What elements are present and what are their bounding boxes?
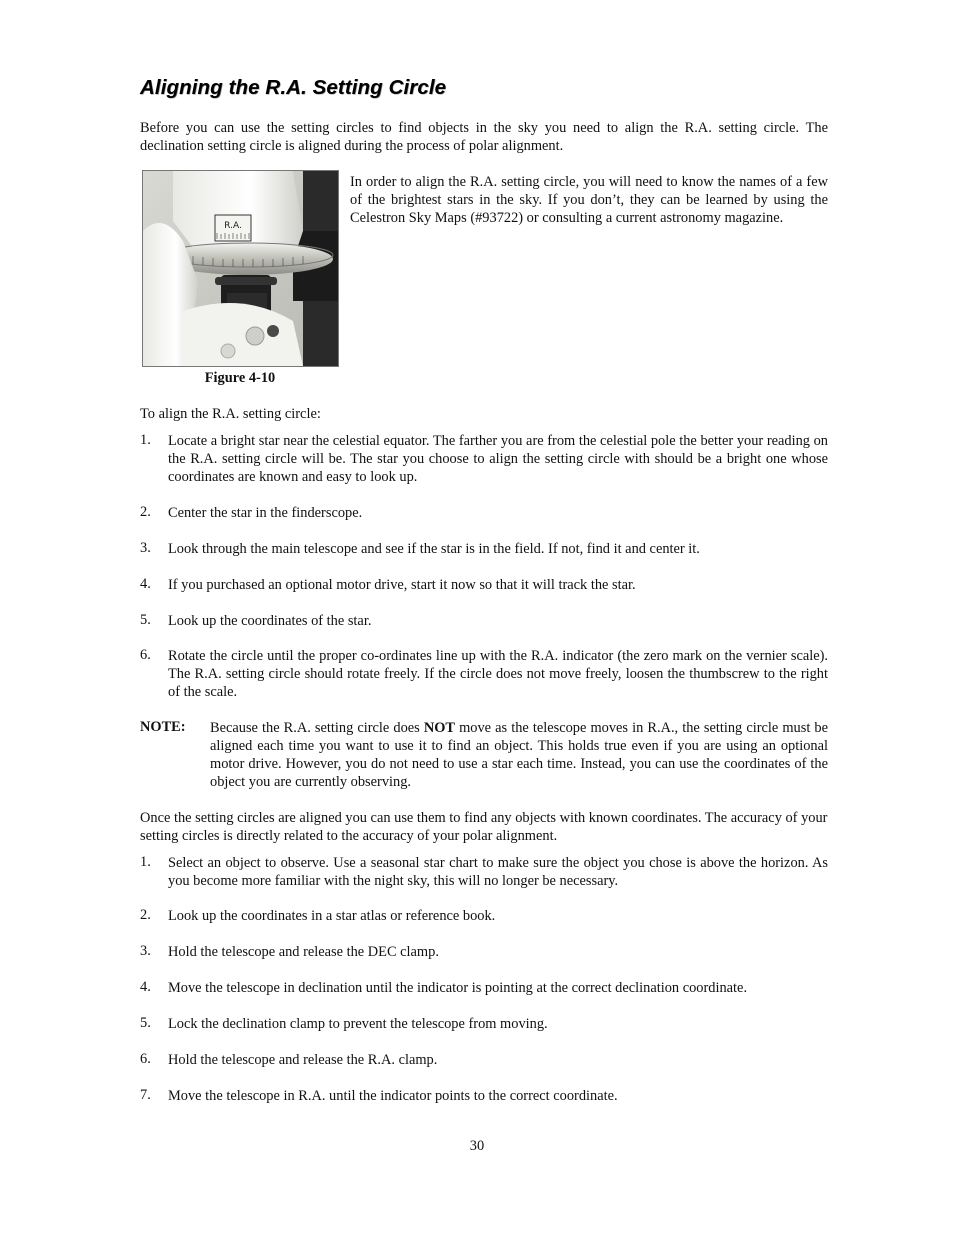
step-text: Look up the coordinates of the star. [168,613,372,629]
side-paragraph: In order to align the R.A. setting circle, you will need to know the names of a few of the brightest stars in the sky. If you don’t, they can be learned by using the Celestron Sky Maps (#93722) or consulting a current astronomy magazine. [350,174,828,226]
list-item [140,1051,828,1069]
note-label: NOTE: [140,719,186,735]
step-text: Select an object to observe. Use a seasonal star chart to make sure the object you chose is above the horizon. As you become more familiar with the night sky, this will no longer be necessary. [168,855,828,889]
step-number: 5. [140,1015,151,1031]
list-item [140,907,828,925]
step-number: 1. [140,854,151,870]
step-text: Hold the telescope and release the R.A. clamp. [168,1052,438,1068]
list-item [140,540,828,558]
step-number: 4. [140,979,151,995]
list-item [140,647,828,701]
step-number: 2. [140,504,151,520]
note-emphasis: NOT [423,720,456,736]
note-text: Because the R.A. setting circle does NOT move as the telescope moves in R.A., the setting circle must be aligned each time you want to use it to find an object. This holds true even if you are using an optional motor drive. However, you do not need to use a star each time. Instead, you can use the coordinates of the object you are currently observing. [210,720,828,790]
page-number: 30 [469,1138,485,1154]
intro-paragraph: Before you can use the setting circles to find objects in the sky you need to align the R.A. setting circle. The declination setting circle is aligned during the process of polar alignment. [140,120,828,154]
ra-label-on-scale: R.A. [224,221,242,231]
step-text: Lock the declination clamp to prevent the telescope from moving. [168,1016,548,1032]
step-text: Look up the coordinates in a star atlas or reference book. [168,908,496,924]
steps-lead-text: To align the R.A. setting circle: [140,406,321,422]
list-item [140,612,828,630]
step-text: Move the telescope in declination until the indicator is pointing at the correct declination coordinate. [168,980,748,996]
list-item [140,943,828,961]
step-number: 3. [140,943,151,959]
list-item [140,1015,828,1033]
step-number: 3. [140,540,151,556]
telescope-mount-image [143,171,338,366]
step-text: Locate a bright star near the celestial equator. The farther you are from the celestial pole the better your reading on the R.A. setting circle will be. The star you choose to align the setting circle with should be a bright one whose coordinates are known and easy to look up. [168,433,828,485]
section-title: Aligning the R.A. Setting Circle [140,76,447,99]
step-text: If you purchased an optional motor drive, start it now so that it will track the star. [168,577,636,593]
step-text: Rotate the circle until the proper co-ordinates line up with the R.A. indicator (the zero mark on the vernier scale). The R.A. setting circle should rotate freely. If the circle does not move freely, loosen the thumbscrew to the right of the scale. [168,648,828,700]
step-number: 5. [140,612,151,628]
step-text: Move the telescope in R.A. until the indicator points to the correct coordinate. [168,1088,618,1104]
list-item [140,979,828,997]
list-item [140,432,828,486]
note-block [140,719,828,791]
step-number: 4. [140,576,151,592]
step-text: Look through the main telescope and see if the star is in the field. If not, find it and center it. [168,541,700,557]
step-number: 6. [140,647,151,663]
step-text: Hold the telescope and release the DEC clamp. [168,944,439,960]
figure-caption: Figure 4-10 [204,370,276,386]
alignment-summary-paragraph: Once the setting circles are aligned you can use them to find any objects with known coordinates. The accuracy of your setting circles is directly related to the accuracy of your polar alignment. [140,810,828,844]
step-number: 7. [140,1087,151,1103]
step-text: Center the star in the finderscope. [168,505,363,521]
list-item [140,576,828,594]
step-number: 1. [140,432,151,448]
list-item [140,1087,828,1105]
figure-4-10-photo [142,170,339,367]
step-number: 6. [140,1051,151,1067]
list-item [140,504,828,522]
list-item [140,854,828,890]
step-number: 2. [140,907,151,923]
